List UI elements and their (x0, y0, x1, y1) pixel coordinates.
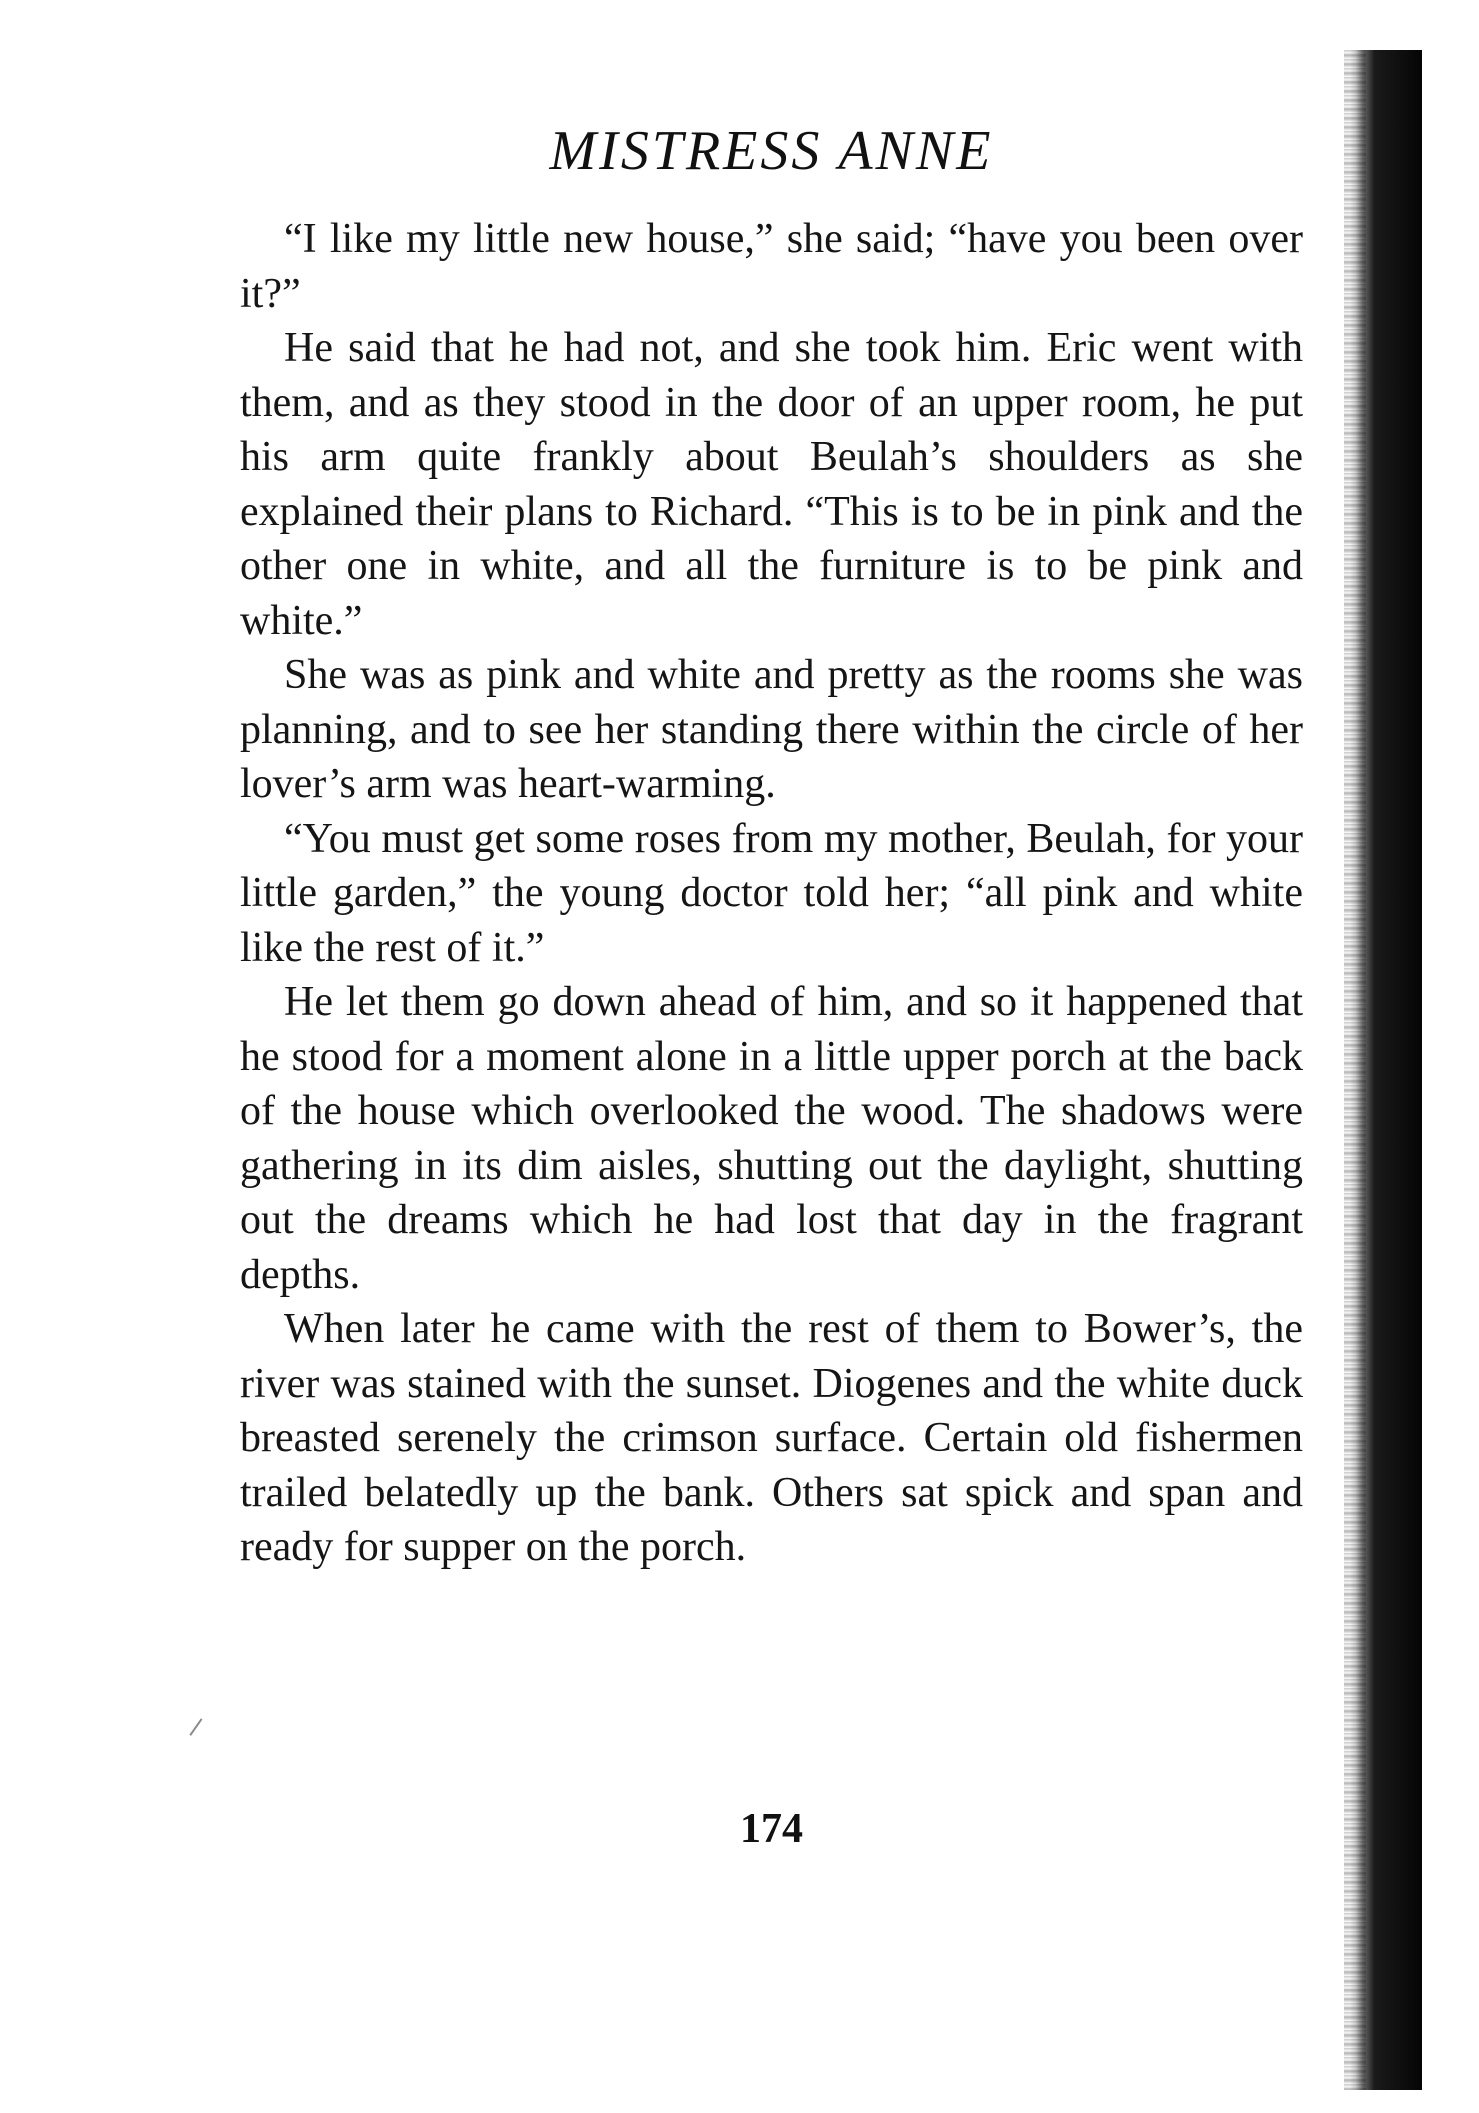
paragraph: When later he came with the rest of them to Bower’s, the river was stained with the sunset. Diogenes and the white duck breasted serenely the crimson surface. Certain old fishermen trailed belatedly up the bank. Others sat spick and span and ready for supper on the porch. (240, 1306, 1303, 1570)
paragraph: “You must get some roses from my mother, Beulah, for your little garden,” the young doctor told her; “all pink and white like the rest of it.” (240, 815, 1303, 971)
scan-edge-speckle (1344, 50, 1366, 2090)
page-number: 174 (740, 1806, 803, 1852)
paragraph: She was as pink and white and pretty as the rooms she was planning, and to see her standing there within the circle of her lover’s arm was heart-warming. (240, 652, 1303, 807)
stray-pencil-mark (189, 1718, 210, 1741)
paragraph: He said that he had not, and she took him. Eric went with them, and as they stood in the door of an upper room, he put his arm quite frankly about Beulah’s shoulders as she explained their plans to Richard. “This is to be in pink and the other one in white, and all the furniture is to be pink and white.” (240, 325, 1303, 644)
paragraph: “I like my little new house,” she said; “have you been over it?” (240, 216, 1303, 317)
paragraph: He let them go down ahead of him, and so it happened that he stood for a moment alone in a little upper porch at the back of the house which overlooked the wood. The shadows were gathering in its dim aisles, shutting out the daylight, shutting out the dreams which he had lost that day in the fragrant depths. (240, 979, 1303, 1298)
running-head: MISTRESS ANNE (549, 120, 994, 182)
body-text (240, 212, 1303, 1575)
